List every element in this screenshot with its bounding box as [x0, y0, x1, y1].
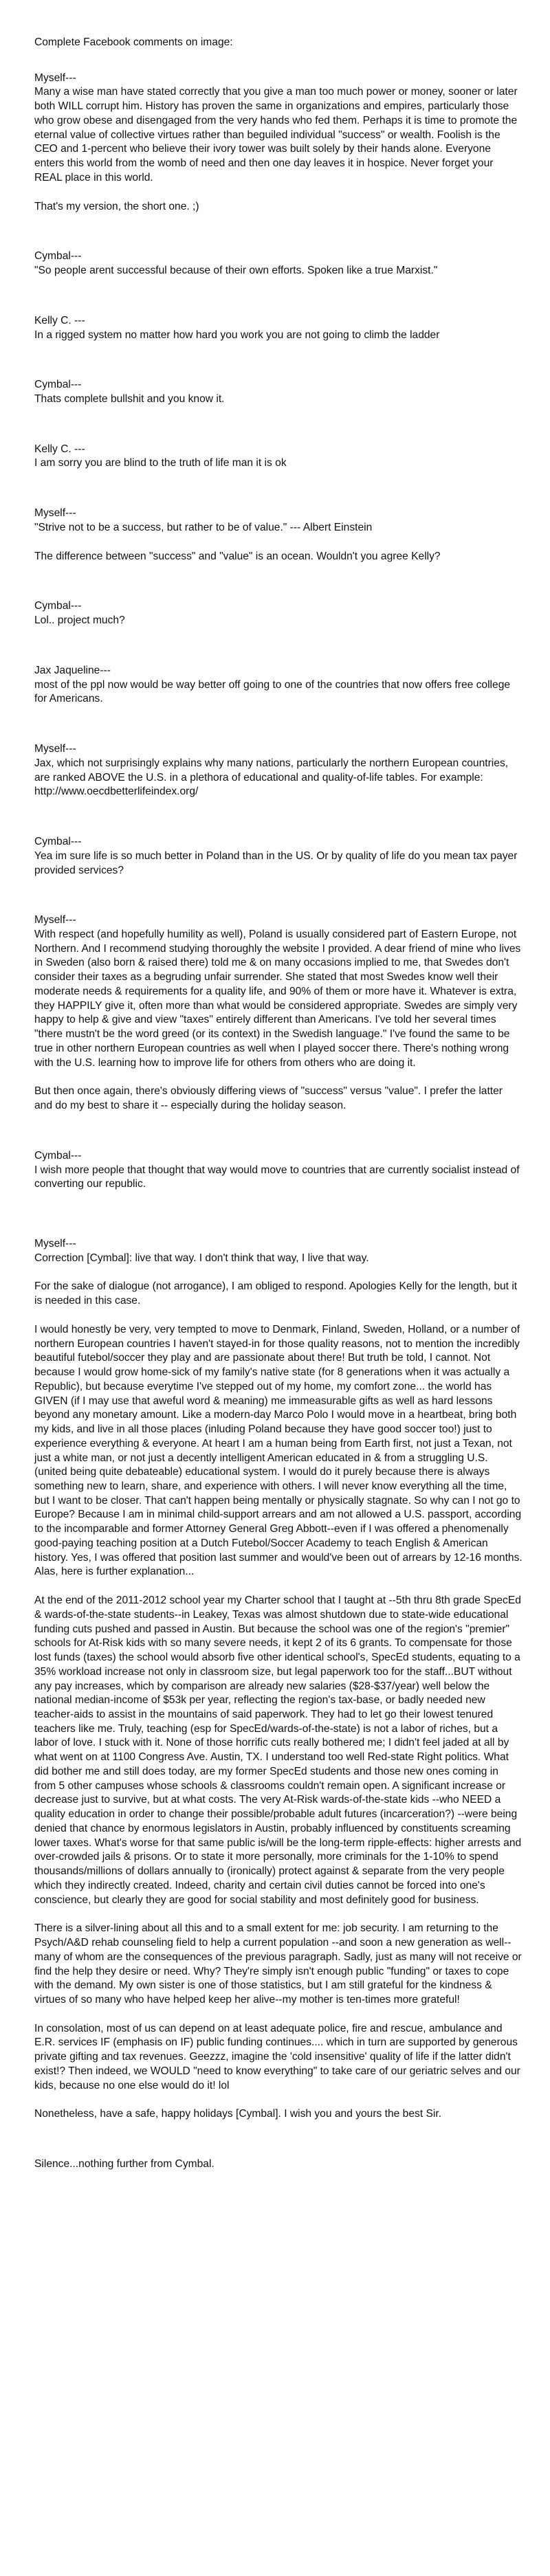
comment-text: "So people arent successful because of their own efforts. Spoken like a true Marxist." [34, 265, 438, 277]
comment-text: I wish more people that thought that way would move to countries that are currently socialist instead of converting our republic. [34, 1164, 522, 1190]
comment-text: With respect (and hopefully humility as well), Poland is usually considered part of Eastern Europe, not Northern. And I recommend studying thoroughly the website I provided. A dear friend of mine who lives in Sweden (also born & raised there) told me & on many occasions implied to me, that Swedes don't consider their taxes as a begruding unfair surrender. She stated that most Swedes know well their moderate needs & requirements for a quality life, and 90% of them or more have it. Whatever is extra, they HAPPILY give it, often more than what would be considered appropriate. Swedes are simply very happy to help & give and view "taxes" entirely different than Americans. I've told her several times "there mustn't be the word greed (or its context) in the Swedish language." I've found the same to be true in other northern European countries as well when I played soccer there. There's nothing wrong with the U.S. learning how to improve life for others from others who are doing it. [34, 928, 524, 1069]
comment-text: Nonetheless, have a safe, happy holidays [Cymbal]. I wish you and yours the best Sir. [34, 2108, 442, 2120]
closing-note: Silence...nothing further from Cymbal. [34, 2158, 214, 2170]
comment-author: Cymbal--- [34, 1149, 82, 1162]
comment-text: In consolation, most of us can depend on at least adequate police, fire and rescue, ambulance and E.R. services IF (emphasis on IF) public funding continues.... which in turn are supported by generous private gifting and tax revenues. Geezzz, imagine the 'cold insensitive' quality of life if the latter didn't exist!? Then indeed, we WOULD "need to know everything" to take care of our geriatric selves and our kids, because no one else would do it! lol [34, 2022, 524, 2091]
comment-author: Kelly C. --- [34, 314, 85, 326]
comment-text: I would honestly be very, very tempted to move to Denmark, Finland, Sweden, Holland, or a number of northern European countries I haven't stayed-in for those quality reasons, not to mention the incredibly beautiful futebol/soccer they play and are passionate about there! But truth be told, I cannot. Not because I would grow home-sick of my family's native state (for 8 generations when it was actually a Republic), but because everytime I've stepped out of my home, my comfort zone... the world has GIVEN (if I may use that aweful word & meaning) me immeasurable gifts as well as hard lessons beyond any monetary amount. Like a modern-day Marco Polo I would move in a heartbeat, bring both my kids, and live in all those places (inluding Poland because they have good soccer too!) just to experience everything & everyone. At heart I am a human being from Earth first, not just a Texan, not just a white man, or not just a decently intelligent American educated in & from a struggling U.S. (united being quite debateable) educational system. I would do it purely because there is always something new to learn, share, and experience with others. I will never know everything all the time, but I want to be closer. That can't happen being mentally or physically stagnate. So why can I not go to Europe? Because I am in minimal child-support arrears and am not allowed a U.S. passport, according to the incomparable and former Attorney General Greg Abbott--even if I was offered a phenomenally good-paying teaching position at a Dutch Futebol/Soccer Academy to teach English & American history. Yes, I was offered that position last summer and would've been out of arrears by 12-16 months. Alas, here is further explanation... [34, 1323, 525, 1578]
spacer [34, 1130, 522, 1149]
comment-author: Myself--- [34, 914, 76, 926]
comment-block [34, 507, 522, 564]
spacer [34, 487, 522, 507]
comment-text: most of the ppl now would be way better off going to one of the countries that now offers free college for Americans. [34, 678, 514, 705]
comment-author: Cymbal--- [34, 836, 82, 848]
comment-block [34, 71, 522, 214]
spacer [34, 723, 522, 742]
comment-text: There is a silver-lining about all this and to a small extent for me: job security. I am returning to the Psych/A&D rehab counseling field to help a current population --and soon a new generation as well--many of whom are the consequences of the previous paragraph. Sadly, just as many will not receive or find the help they desire or need. Why? They're simply isn't enough public "funding" or taxes to cope with the demand. My own sister is one of those statistics, but I am still grateful for the kindness & virtues of so many who have helped keep her alive--my mother is ten-times more grateful! [34, 1922, 525, 2006]
comment-text: Lol.. project much? [34, 614, 125, 627]
spacer [34, 645, 522, 664]
comment-block [34, 664, 522, 707]
spacer [34, 1208, 522, 1237]
spacer [34, 230, 522, 249]
comment-text: "Strive not to be a success, but rather to be of value." --- Albert Einstein [34, 521, 373, 533]
comment-block [34, 314, 522, 342]
comment-text: In a rigged system no matter how hard you work you are not going to climb the ladder [34, 329, 440, 341]
comment-block [34, 443, 522, 471]
spacer [34, 580, 522, 599]
spacer [34, 295, 522, 314]
spacer [34, 894, 522, 913]
comment-text: The difference between "success" and "value" is an ocean. Wouldn't you agree Kelly? [34, 550, 441, 562]
comment-text: That's my version, the short one. ;) [34, 200, 199, 212]
spacer [34, 423, 522, 443]
comment-block [34, 378, 522, 406]
spacer [34, 2138, 522, 2157]
comment-text: For the sake of dialogue (not arrogance), I am obliged to respond. Apologies Kelly for the length, but it is needed in this case. [34, 1280, 520, 1307]
comment-author: Myself--- [34, 507, 76, 520]
comment-author: Cymbal--- [34, 250, 82, 263]
comment-author: Kelly C. --- [34, 443, 85, 455]
comment-author: Myself--- [34, 1237, 76, 1250]
comment-block [34, 1149, 522, 1192]
spacer [34, 359, 522, 378]
comment-block [34, 742, 522, 799]
comment-text: Correction [Cymbal]: live that way. I don't think that way, I live that way. [34, 1252, 369, 1264]
comment-author: Myself--- [34, 743, 76, 755]
comment-text: Thats complete bullshit and you know it. [34, 393, 225, 406]
spacer [34, 816, 522, 835]
comment-text: I am sorry you are blind to the truth of life man it is ok [34, 457, 287, 469]
comment-text: Yea im sure life is so much better in Poland than in the US. Or by quality of life do you mean tax payer provided services? [34, 850, 520, 876]
comment-text: Many a wise man have stated correctly that you give a man too much power or money, sooner or later both WILL corrupt him. History has proven the same in organizations and empires, particularly those who grow obese and disengaged from the very hands who fed them. Perhaps it is time to promote the eternal value of collective virtues rather than beguiled individual "success" or wealth. Foolish is the CEO and 1-percent who believe their ivory tower was built solely by their hands alone. Everyone enters this world from the womb of need and then one day leaves it in hospice. Never forget your REAL place in this world. [34, 86, 520, 184]
comment-text: Jax, which not surprisingly explains why many nations, particularly the northern European countries, are ranked ABOVE the U.S. in a plethora of educational and quality-of-life tables. For example: http://www.oecdbetterlifeindex.org/ [34, 757, 509, 798]
comment-block [34, 913, 522, 1113]
comment-block [34, 835, 522, 878]
comment-block [34, 249, 522, 278]
document-title: Complete Facebook comments on image: [34, 36, 233, 48]
comment-author: Cymbal--- [34, 600, 82, 612]
comment-author: Myself--- [34, 71, 76, 84]
comment-author: Jax Jaqueline--- [34, 664, 111, 676]
comment-block [34, 599, 522, 628]
comment-text: At the end of the 2011-2012 school year my Charter school that I taught at --5th thru 8th grade SpecEd & wards-of-the-state students--in Leakey, Texas was almost shutdown due to state-wide educational funding cuts pushed and passed in Austin. But because the school was one of the region's "premier" schools for At-Risk kids with so many severe needs, it kept 2 of its 6 grants. To compensate for those lost funds (taxes) the school would absorb five other identical school's, SpecEd students, equating to a 35% workload increase not only in classroom size, but legal paperwork too for the staff...BUT without any pay increases, which by comparison are already new salaries ($28-$37/year) well below the national median-income of $53k per year, reflecting the region's tax-base, or badly needed new teacher-aids to assist in the mountains of said paperwork. They had to let go their lowest tenured teachers like me. Truly, teaching (esp for SpecEd/wards-of-the-state) is not a labor of riches, but a labor of love. I stuck with it. None of those horrific cuts really bothered me; I didn't feel jaded at all by what went on at 1100 Congress Ave. Austin, TX. I understand too well Red-state Right politics. What did bother me and still does today, are my former SpecEd students and those new ones coming in from 5 other campuses whose schools & classrooms couldn't remain open. A significant increase or decrease just to survive, but at what costs. The very At-Risk wards-of-the-state kids --who NEED a quality education in order to change their possible/probable adult futures (incarceration?) --were being denied that chance by enormous legislators in Austin, probably influenced by constituents screaming lower taxes. What's worse for that same public is/will be the long-term ripple-effects: higher arrests and over-crowded jails & prisons. Or to state it more personally, more criminals for the 1-10% to spend thousands/millions of dollars annually to (ironically) protect against & separate from the very people which they indirectly created. Indeed, charity and certain civil duties cannot be forced into one's conscience, but clearly they are good for social stability and most definitely good for business. [34, 1595, 525, 1906]
comment-author: Cymbal--- [34, 379, 82, 391]
comment-text: But then once again, there's obviously differing views of "success" versus "value". I prefer the latter and do my best to share it -- especially during the holiday season. [34, 1085, 506, 1112]
comment-block [34, 1237, 525, 2122]
